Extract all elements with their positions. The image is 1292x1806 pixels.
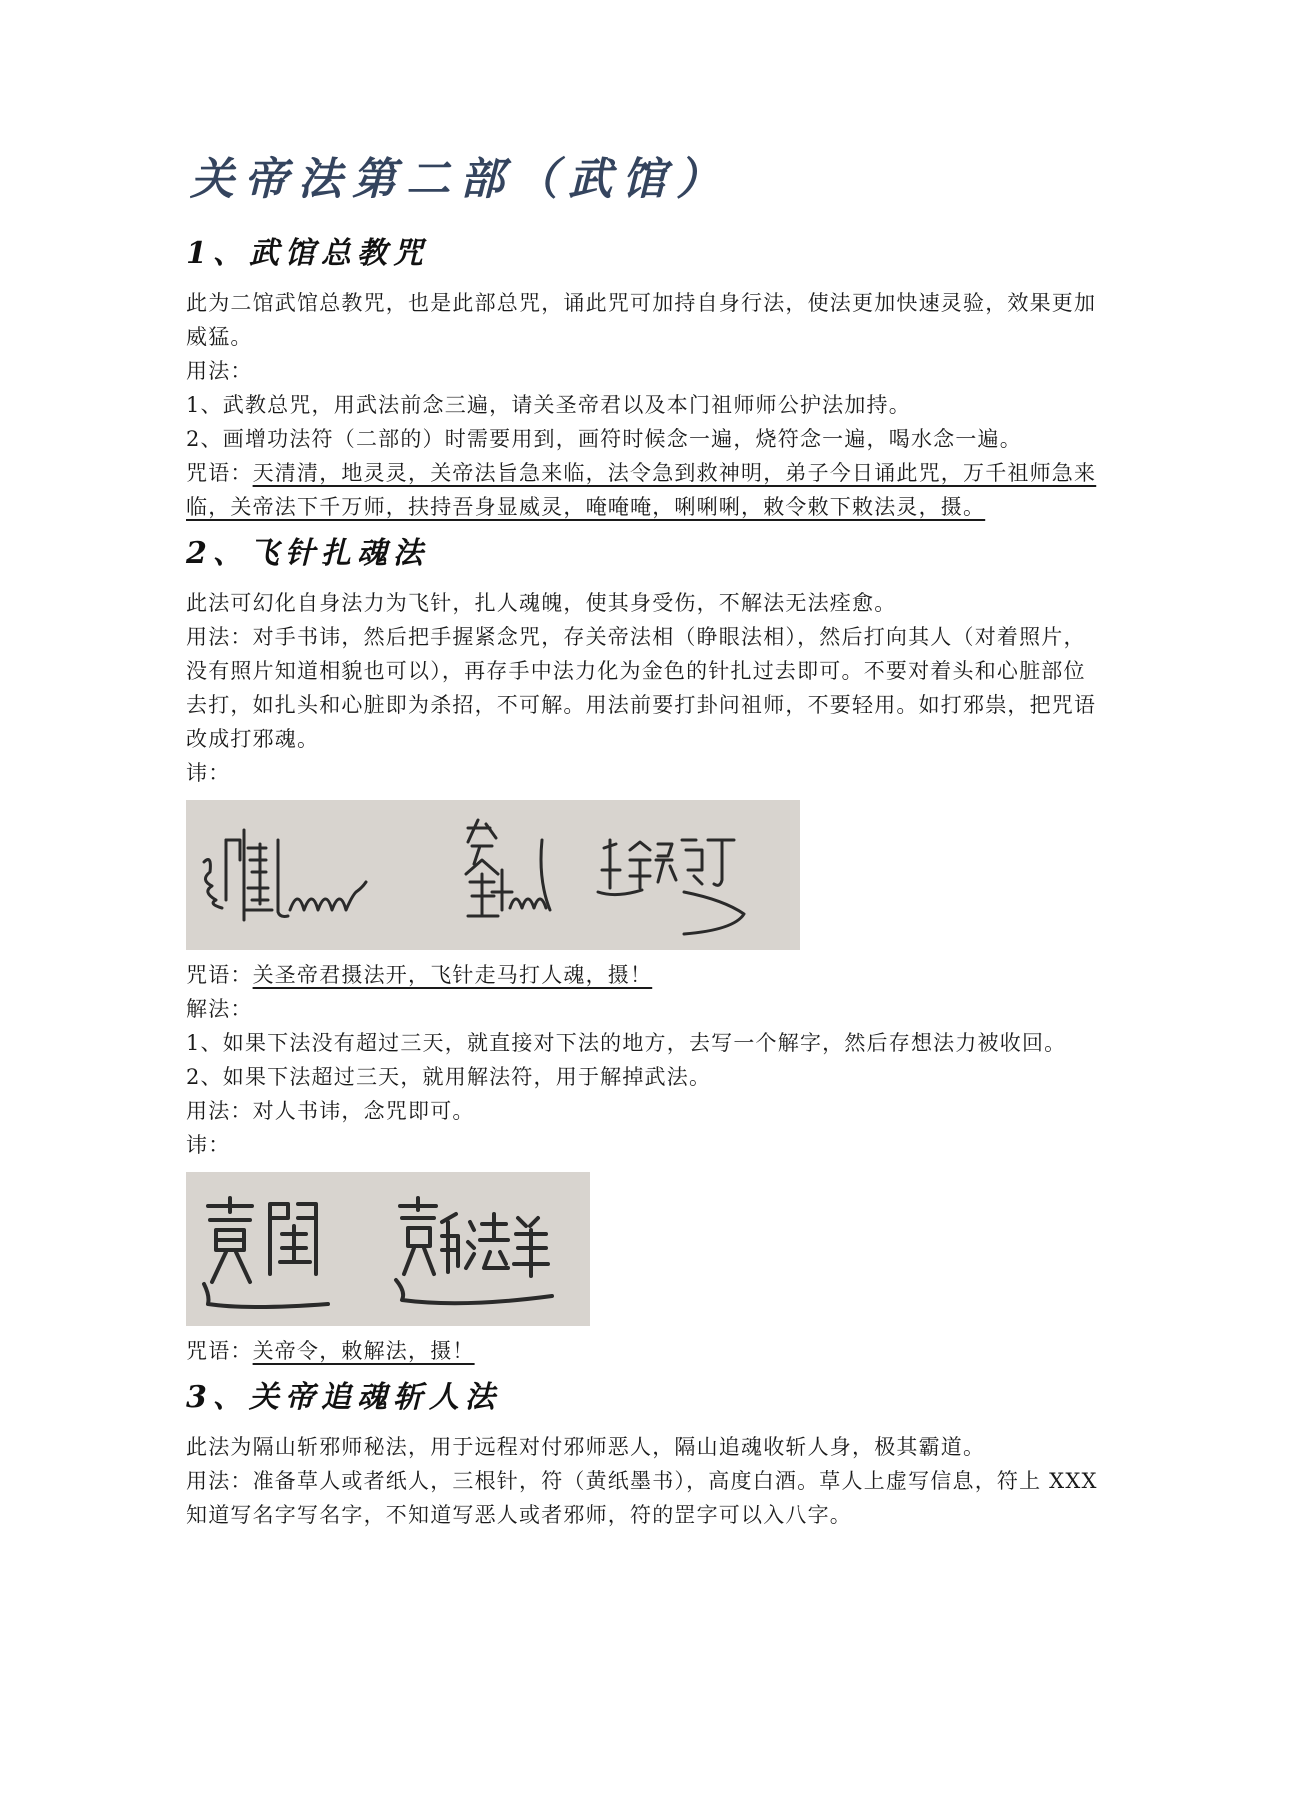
page-title: 关帝法第二部（武馆） [190,154,730,205]
section-1-usage-2: 2、画增功法符（二部的）时需要用到，画符时候念一遍，烧符念一遍，喝水念一遍。 [186,427,1022,451]
section-2-jie-2: 2、如果下法超过三天，就用解法符，用于解掉武法。 [186,1065,712,1089]
talisman-image-feizhen [186,800,800,950]
section-2-hui2-label: 讳： [186,1133,231,1157]
mantra-label: 咒语： [186,963,253,987]
section-2-jie-usage: 用法：对人书讳，念咒即可。 [186,1099,475,1123]
section-heading-2: 2、飞针扎魂法 [186,536,429,571]
section-1-usage-label: 用法： [186,359,253,383]
mantra-text: 关帝令，敕解法，摄！ [252,1339,475,1363]
section-1-usage-1: 1、武教总咒，用武法前念三遍，请关圣帝君以及本门祖师师公护法加持。 [186,393,911,417]
section-1-intro: 此为二馆武馆总教咒，也是此部总咒，诵此咒可加持自身行法，使法更加快速灵验，效果更加威猛。 [186,291,1097,349]
section-3-usage: 用法：准备草人或者纸人，三根针，符（黄纸墨书），高度白酒。草人上虚写信息，符上 XXX 知道写名字写名字，不知道写恶人或者邪师，符的罡字可以入八字。 [186,1469,1098,1527]
mantra-text: 关圣帝君摄法开，飞针走马打人魂，摄！ [252,963,653,987]
section-2-jie-1: 1、如果下法没有超过三天，就直接对下法的地方，去写一个解字，然后存想法力被收回。 [186,1031,1067,1055]
section-heading-1: 1、武馆总教咒 [186,236,429,271]
mantra-text: 天清清，地灵灵，关帝法旨急来临，法令急到救神明，弟子今日诵此咒，万千祖师急来临，关帝法下千万师，扶持吾身显威灵，唵唵唵，唎唎唎，敕令敕下敕法灵，摄。 [186,461,1097,519]
talisman-feizhen-drawing [186,800,800,950]
section-1-mantra [186,456,1098,524]
section-heading-3: 3、关帝追魂斩人法 [186,1380,501,1415]
section-2-usage: 用法：对手书讳，然后把手握紧念咒，存关帝法相（睁眼法相），然后打向其人（对着照片，没有照片知道相貌也可以），再存手中法力化为金色的针扎过去即可。不要对着头和心脏部位去打，如扎头和心脏即为杀招，不可解。用法前要打卦问祖师，不要轻用。如打邪祟，把咒语改成打邪魂。 [186,625,1097,751]
section-2-jie-label: 解法： [186,997,253,1021]
document-page [186,150,1098,1532]
talisman-image-jiefa [186,1172,590,1326]
section-2-hui-label: 讳： [186,761,231,785]
section-2-mantra [186,958,1098,992]
talisman-jiefa-drawing [186,1172,590,1326]
section-2-mantra2 [186,1334,1098,1368]
mantra-label: 咒语： [186,1339,253,1363]
section-3-intro: 此法为隔山斩邪师秘法，用于远程对付邪师恶人，隔山追魂收斩人身，极其霸道。 [186,1435,986,1459]
mantra-label: 咒语： [186,461,253,485]
section-2-intro: 此法可幻化自身法力为飞针，扎人魂魄，使其身受伤，不解法无法痊愈。 [186,591,897,615]
